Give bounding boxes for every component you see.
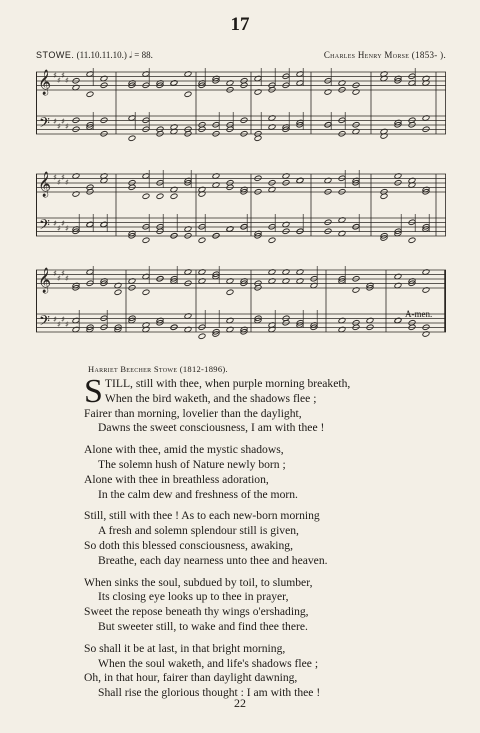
- svg-text:♯: ♯: [53, 315, 57, 324]
- stanza-2: [84, 443, 384, 502]
- verse-line: TILL, still with thee, when purple morning breaketh,: [104, 377, 351, 390]
- verse-line: But sweeter still, to wake and find thee there.: [98, 619, 308, 633]
- svg-text:♯: ♯: [53, 117, 57, 126]
- svg-text:𝄞: 𝄞: [38, 70, 52, 95]
- drop-cap: S: [84, 373, 103, 410]
- tune-info: [36, 50, 153, 61]
- stanza-4: [84, 576, 384, 635]
- verse-line: Breathe, each day nearness unto thee and heaven.: [98, 553, 328, 567]
- hymn-author: Harriet Beecher Stowe (1812-1896).: [88, 364, 228, 374]
- verse-line: So shall it be at last, in that bright morning,: [84, 641, 286, 655]
- svg-text:♯: ♯: [57, 178, 61, 187]
- svg-text:♯: ♯: [57, 224, 61, 233]
- svg-text:𝄞: 𝄞: [38, 172, 52, 197]
- svg-text:♯: ♯: [61, 219, 65, 228]
- svg-text:♯: ♯: [53, 71, 57, 80]
- page-number-bottom: 22: [234, 696, 246, 710]
- svg-text:♯: ♯: [65, 320, 69, 329]
- music-system-3: [36, 262, 446, 352]
- verse-line: Alone with thee in breathless adoration,: [84, 472, 269, 486]
- svg-text:♯: ♯: [57, 76, 61, 85]
- svg-text:♯: ♯: [53, 173, 57, 182]
- verse-line: The solemn hush of Nature newly born ;: [98, 457, 286, 471]
- verse-line: When sinks the soul, subdued by toil, to slumber,: [84, 575, 313, 589]
- verse-line: When the soul waketh, and life's shadows flee ;: [98, 656, 319, 670]
- verse-line: Dawns the sweet consciousness, I am with thee !: [98, 421, 325, 435]
- svg-text:♯: ♯: [65, 274, 69, 283]
- svg-text:♯: ♯: [61, 117, 65, 126]
- svg-text:♯: ♯: [65, 178, 69, 187]
- svg-text:♯: ♯: [57, 122, 61, 131]
- stanza-1: [84, 373, 384, 436]
- svg-text:♯: ♯: [57, 274, 61, 283]
- svg-text:♯: ♯: [53, 269, 57, 278]
- verse-line: When the bird waketh, and the shadows flee ;: [104, 391, 317, 405]
- page-number-top: 17: [230, 14, 250, 35]
- verse-line: Sweet the repose beneath thy wings o'ershading,: [84, 605, 309, 619]
- tune-header: [36, 50, 446, 64]
- amen-label: A-men.: [405, 309, 433, 319]
- verse-line: A fresh and solemn splendour still is given,: [98, 524, 299, 538]
- svg-text:♯: ♯: [65, 224, 69, 233]
- svg-text:𝄢: 𝄢: [39, 217, 50, 237]
- verse-line: Alone with thee, amid the mystic shadows,: [84, 443, 284, 457]
- svg-text:♯: ♯: [53, 219, 57, 228]
- verse-line: Still, still with thee ! As to each new-born morning: [84, 509, 320, 523]
- verse-line: Oh, in that hour, fairer than daylight dawning,: [84, 671, 298, 685]
- staff-system-svg: [36, 64, 446, 154]
- verse-line: Shall rise the glorious thought : I am with thee !: [98, 686, 321, 700]
- svg-text:♯: ♯: [65, 122, 69, 131]
- stanza-5: [84, 642, 384, 701]
- svg-text:𝄞: 𝄞: [38, 268, 52, 293]
- tune-tempo: 𝅗𝅥 = 88.: [129, 50, 153, 60]
- svg-text:♯: ♯: [61, 71, 65, 80]
- staff-system-svg: [36, 262, 446, 352]
- tune-name: STOWE.: [36, 50, 75, 60]
- staff-system-svg: [36, 166, 446, 256]
- stanza-3: [84, 509, 384, 568]
- verse-line: Fairer than morning, lovelier than the daylight,: [84, 406, 302, 420]
- svg-text:♯: ♯: [61, 173, 65, 182]
- svg-text:♯: ♯: [61, 269, 65, 278]
- verse-line: So doth this blessed consciousness, awaking,: [84, 538, 293, 552]
- music-system-2: [36, 166, 446, 256]
- verse-line: In the calm dew and freshness of the morn.: [98, 487, 298, 501]
- svg-text:♯: ♯: [65, 76, 69, 85]
- svg-text:♯: ♯: [57, 320, 61, 329]
- composer-credit: Charles Henry Morse (1853- ).: [323, 50, 446, 60]
- music-system-1: [36, 64, 446, 154]
- hymn-text: [84, 373, 384, 708]
- verse-line: Its closing eye looks up to thee in prayer,: [98, 590, 289, 604]
- svg-text:𝄢: 𝄢: [39, 313, 50, 333]
- svg-text:♯: ♯: [61, 315, 65, 324]
- svg-text:𝄢: 𝄢: [39, 115, 50, 135]
- tune-meter: (11.10.11.10.): [76, 50, 127, 60]
